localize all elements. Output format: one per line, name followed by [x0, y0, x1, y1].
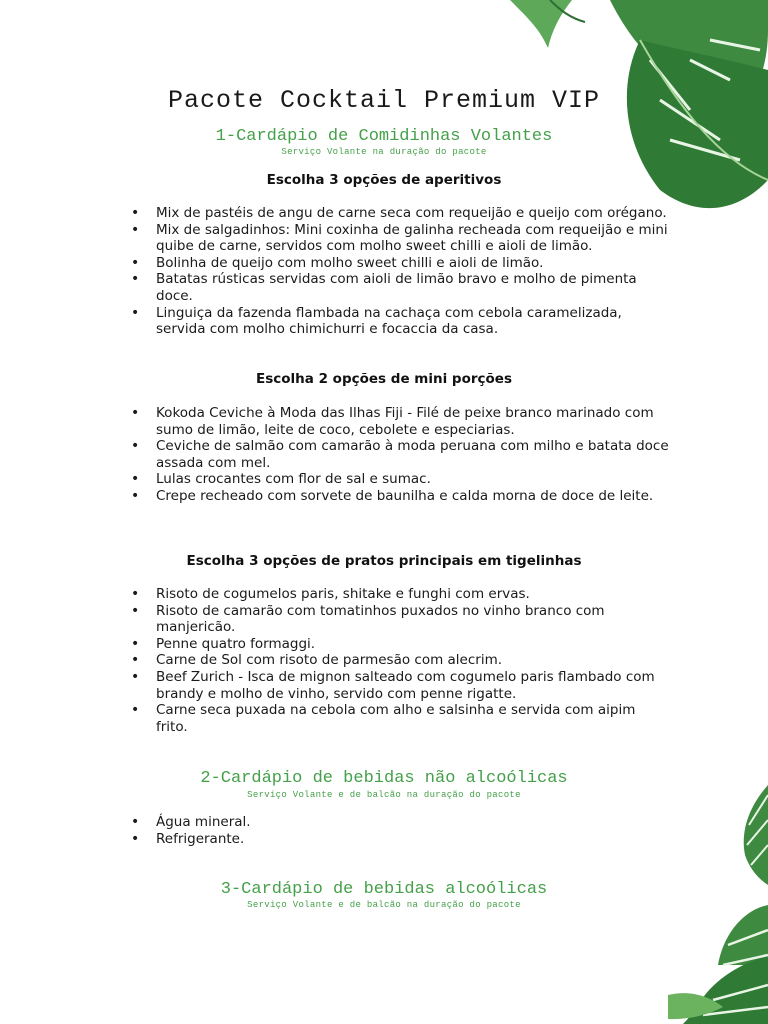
section-subtitle-food: Serviço Volante na duração do pacote	[281, 147, 487, 157]
page-title: Pacote Cocktail Premium VIP	[167, 86, 601, 115]
section-title-alcoholic: 3-Cardápio de bebidas alcoólicas	[220, 880, 548, 899]
list-item: • Água mineral.	[131, 814, 671, 831]
list-item: • Beef Zurich - Isca de mignon salteado com cogumelo paris flambado com brandy e molho de vinho, servido com penne rigatte.	[131, 669, 671, 702]
list-item: • Crepe recheado com sorvete de baunilha e calda morna de doce de leite.	[131, 488, 671, 505]
list-item: • Mix de pastéis de angu de carne seca com requeijão e queijo com orégano.	[131, 205, 671, 222]
tropical-leaf-icon	[735, 785, 768, 885]
list-non-alcoholic	[131, 814, 671, 847]
section-title-non-alcoholic: 2-Cardápio de bebidas não alcoólicas	[200, 769, 568, 788]
list-item: • Lulas crocantes com flor de sal e sumac.	[131, 471, 671, 488]
list-item: • Refrigerante.	[131, 831, 671, 848]
section-title-food: 1-Cardápio de Comidinhas Volantes	[215, 127, 553, 146]
list-item: • Bolinha de queijo com molho sweet chilli e aioli de limão.	[131, 255, 671, 272]
list-main-dishes	[131, 586, 671, 735]
list-item: • Kokoda Ceviche à Moda das Ilhas Fiji - Filé de peixe branco marinado com sumo de limão, leite de coco, cebolete e especiarias.	[131, 405, 671, 438]
list-item: • Linguiça da fazenda flambada na cachaça com cebola caramelizada, servida com molho chimichurri e focaccia da casa.	[131, 305, 671, 338]
list-item: • Carne seca puxada na cebola com alho e salsinha e servida com aipim frito.	[131, 702, 671, 735]
section-subtitle-alcoholic: Serviço Volante e de balcão na duração do pacote	[247, 900, 521, 910]
list-item: • Risoto de cogumelos paris, shitake e funghi com ervas.	[131, 586, 671, 603]
list-mini-portions	[131, 405, 671, 505]
heading-appetizers: Escolha 3 opções de aperitivos	[266, 172, 502, 188]
list-item: • Risoto de camarão com tomatinhos puxados no vinho branco com manjericão.	[131, 603, 671, 636]
monstera-leaf-icon	[490, 0, 768, 230]
section-subtitle-non-alcoholic: Serviço Volante e de balcão na duração do pacote	[247, 790, 521, 800]
list-item: • Batatas rústicas servidas com aioli de limão bravo e molho de pimenta doce.	[131, 271, 671, 304]
list-item: • Ceviche de salmão com camarão à moda peruana com milho e batata doce assada com mel.	[131, 438, 671, 471]
heading-main-dishes: Escolha 3 opções de pratos principais em tigelinhas	[186, 553, 582, 569]
list-item: • Mix de salgadinhos: Mini coxinha de galinha recheada com requeijão e mini quibe de carne, servidos com molho sweet chilli e aioli de limão.	[131, 222, 671, 255]
heading-mini-portions: Escolha 2 opções de mini porções	[256, 371, 512, 387]
monstera-leaf-bottom-icon	[668, 895, 768, 1024]
list-item: • Carne de Sol com risoto de parmesão com alecrim.	[131, 652, 671, 669]
list-appetizers	[131, 205, 671, 338]
list-item: • Penne quatro formaggi.	[131, 636, 671, 653]
